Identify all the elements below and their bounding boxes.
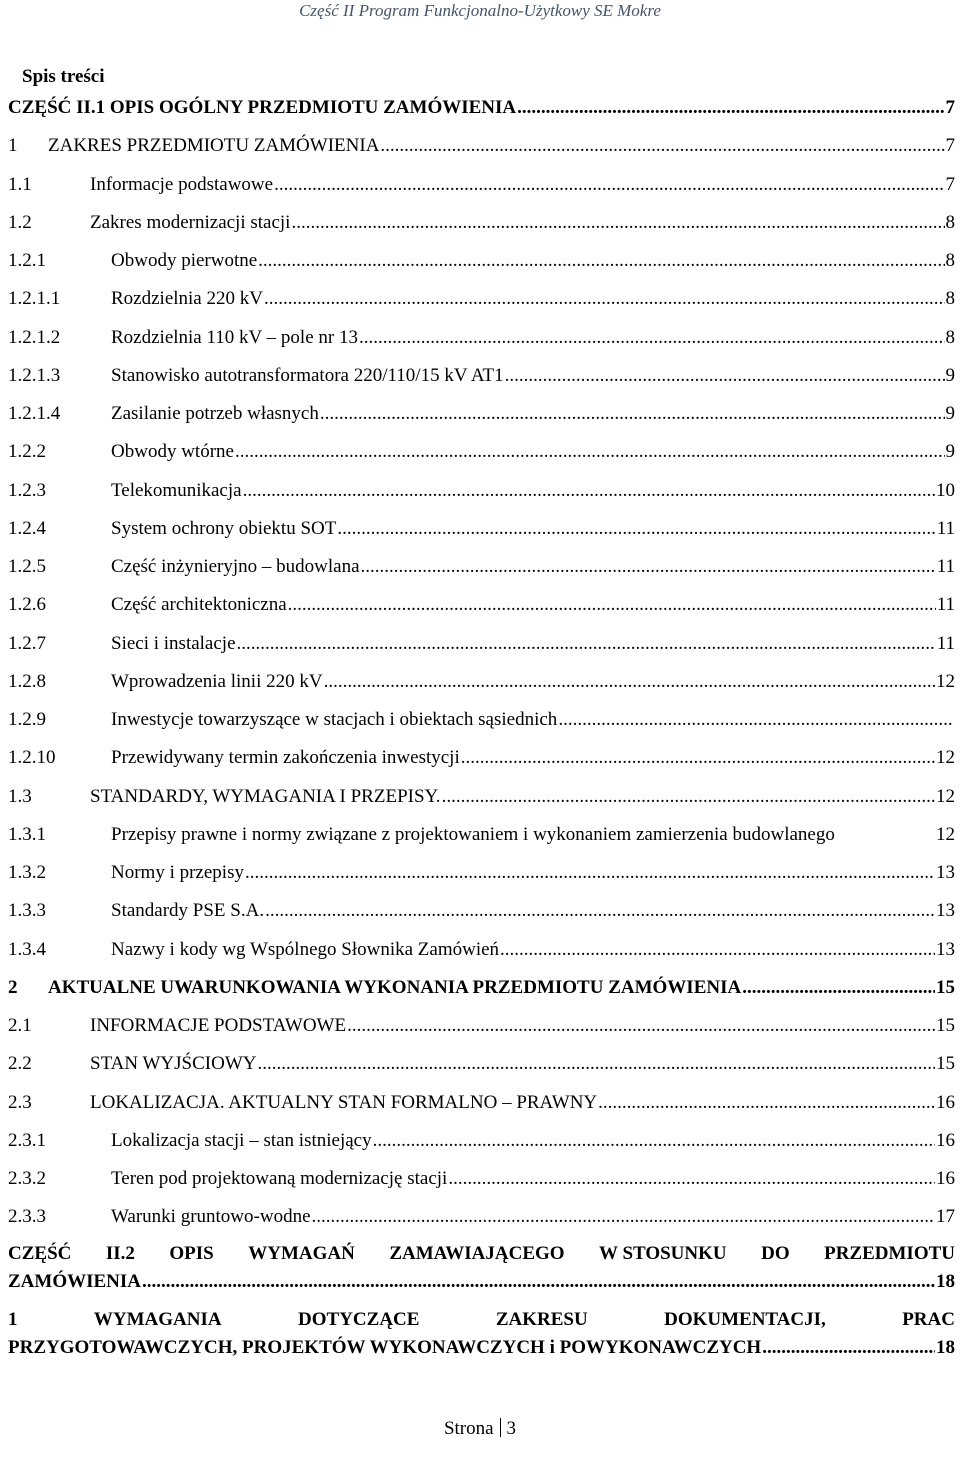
toc-entry-part-2[interactable]: [8, 1240, 955, 1296]
toc-entry-page: 7: [945, 135, 955, 156]
toc-leader-dots: [324, 670, 935, 694]
toc-entry[interactable]: [8, 861, 955, 885]
toc-entry-word: PRZEDMIOTU: [824, 1243, 955, 1264]
toc-entry-text: Część architektoniczna: [111, 594, 287, 615]
toc-entry-requirements[interactable]: [8, 1306, 955, 1362]
toc-leader-dots: [312, 1205, 935, 1229]
toc-leader-dots: [742, 976, 935, 1000]
toc-leader-dots: [361, 555, 936, 579]
toc-entry-number: 2: [8, 977, 18, 998]
toc-entry-line: [8, 1240, 955, 1268]
toc-entry[interactable]: [8, 1052, 955, 1076]
toc-entry[interactable]: [8, 899, 955, 923]
toc-entry-word: II.2: [105, 1243, 135, 1264]
toc-entry[interactable]: [8, 746, 955, 770]
toc-leader-dots: [258, 249, 944, 273]
toc-leader-dots: [245, 861, 935, 885]
toc-leader-dots: [448, 1167, 935, 1191]
toc-leader-dots: [265, 899, 935, 923]
toc-entry[interactable]: [8, 555, 955, 579]
toc-entry-number: 1.2.1: [8, 250, 46, 271]
toc-entry[interactable]: [8, 479, 955, 503]
toc-entry[interactable]: [8, 785, 955, 809]
toc-leader-dots: [461, 746, 935, 770]
toc-entry-number: 1: [8, 135, 18, 156]
toc-entry-number: 1.2.5: [8, 556, 46, 577]
toc-entry-page: 12: [936, 786, 955, 807]
toc-entry-text: Obwody wtórne: [111, 441, 234, 462]
toc-entry-text: Lokalizacja stacji – stan istniejący: [111, 1130, 372, 1151]
toc-leader-dots: [373, 1129, 935, 1153]
toc-entry-page: 8: [945, 288, 955, 309]
toc-leader-dots: [380, 134, 944, 158]
toc-entry-text: Rozdzielnia 110 kV – pole nr 13: [111, 327, 358, 348]
toc-title: Spis treści: [22, 66, 105, 87]
toc-entry-text: INFORMACJE PODSTAWOWE: [90, 1015, 347, 1036]
toc-entry-text: Standardy PSE S.A.: [111, 900, 265, 921]
toc-entry-page: 12: [936, 824, 955, 845]
toc-entry[interactable]: [8, 1129, 955, 1153]
toc-entry-text: LOKALIZACJA. AKTUALNY STAN FORMALNO – PRAWNY: [90, 1092, 598, 1113]
toc-entry[interactable]: [8, 173, 955, 197]
toc-entry-page: 11: [936, 594, 955, 615]
toc-entry-number: 1.3.2: [8, 862, 46, 883]
toc-entry-number: 1.2: [8, 212, 32, 233]
toc-entry[interactable]: [8, 1014, 955, 1038]
toc-entry[interactable]: [8, 134, 955, 158]
toc-entry-text: STAN WYJŚCIOWY: [90, 1053, 257, 1074]
toc-entry-page: 9: [945, 403, 955, 424]
toc-entry[interactable]: [8, 708, 955, 732]
toc-entry-page: 18: [936, 1337, 955, 1358]
toc-entry-number: 2.1: [8, 1015, 32, 1036]
footer-page-number: 3: [506, 1418, 517, 1439]
toc-leader-dots: [274, 173, 944, 197]
toc-leader-dots: [442, 785, 935, 809]
toc-entry-word: DOKUMENTACJI,: [664, 1309, 826, 1330]
toc-entry-word: ZAKRESU: [495, 1309, 588, 1330]
toc-entry-text: Przepisy prawne i normy związane z projektowaniem i wykonaniem zamierzenia budowlanego: [111, 824, 835, 845]
footer-separator: [500, 1418, 501, 1437]
toc-entry-number: 2.3: [8, 1092, 32, 1113]
toc-entry-page: 11: [936, 518, 955, 539]
toc-entry-text: Normy i przepisy: [111, 862, 244, 883]
toc-entry[interactable]: [8, 976, 955, 1000]
toc-entry-number: 2.2: [8, 1053, 32, 1074]
toc-leader-dots: [558, 708, 954, 732]
toc-entry-page: 13: [936, 900, 955, 921]
footer-label: Strona: [443, 1418, 494, 1439]
toc-entry[interactable]: [8, 440, 955, 464]
toc-entry-page: 16: [936, 1092, 955, 1113]
toc-entry[interactable]: [8, 96, 955, 120]
toc-entry-word: ZAMAWIAJĄCEGO: [389, 1243, 565, 1264]
toc-leader-dots: [517, 96, 944, 120]
toc-leader-dots: [320, 402, 945, 426]
toc-entry-page: 15: [936, 1015, 955, 1036]
toc-entry[interactable]: [8, 632, 955, 656]
toc-entry[interactable]: [8, 211, 955, 235]
toc-entry-word: W STOSUNKU: [599, 1243, 727, 1264]
toc-entry-text: Zasilanie potrzeb własnych: [111, 403, 319, 424]
toc-entry-number: 2.3.2: [8, 1168, 46, 1189]
toc-entry[interactable]: [8, 326, 955, 350]
toc-leader-dots: [264, 287, 945, 311]
toc-entry-number: 1.2.1.4: [8, 403, 61, 424]
toc-entry-word: DO: [761, 1243, 790, 1264]
toc-entry-page: 8: [945, 327, 955, 348]
toc-entry-text: Nazwy i kody wg Wspólnego Słownika Zamówień: [111, 939, 500, 960]
toc-entry-text: Wprowadzenia linii 220 kV: [111, 671, 323, 692]
toc-entry[interactable]: [8, 593, 955, 617]
toc-entry-page: 15: [936, 1053, 955, 1074]
toc-entry-number: 1.2.1.2: [8, 327, 61, 348]
toc-entry-number: 1.3.3: [8, 900, 46, 921]
toc-entry-text: Rozdzielnia 220 kV: [111, 288, 263, 309]
toc-entry-word: DOTYCZĄCE: [298, 1309, 420, 1330]
toc-leader-dots: [500, 938, 935, 962]
toc-entry-number: 1.2.2: [8, 441, 46, 462]
toc-entry[interactable]: [8, 249, 955, 273]
toc-entry-number: 1.2.1.3: [8, 365, 61, 386]
toc-entry-number: 2.3.1: [8, 1130, 46, 1151]
toc-entry-line: [8, 1268, 955, 1296]
toc-entry[interactable]: [8, 364, 955, 388]
toc-entry-text: Sieci i instalacje: [111, 633, 236, 654]
toc-entry-text: System ochrony obiektu SOT: [111, 518, 337, 539]
toc-entry-page: 12: [936, 747, 955, 768]
toc-leader-dots: [288, 593, 936, 617]
toc-entry[interactable]: [8, 287, 955, 311]
toc-entry-page: 17: [936, 1206, 955, 1227]
toc-leader-dots: [237, 632, 936, 656]
toc-entry-page: 9: [945, 365, 955, 386]
page-header: Część II Program Funkcjonalno-Użytkowy SE Mokre: [299, 1, 661, 20]
toc-entry-page: 16: [936, 1168, 955, 1189]
toc-entry-number: 2.3.3: [8, 1206, 46, 1227]
toc-leader-dots: [359, 326, 945, 350]
toc-entry-number: 1.1: [8, 174, 32, 195]
toc-entry-text: Część inżynieryjno – budowlana: [111, 556, 360, 577]
toc-entry-page: 11: [936, 633, 955, 654]
toc-entry-number: 1.2.1.1: [8, 288, 61, 309]
toc-entry-line: [8, 1306, 955, 1334]
toc-entry-text: Warunki gruntowo-wodne: [111, 1206, 311, 1227]
toc-entry-number: 1.3.1: [8, 824, 46, 845]
toc-entry-word: 1: [8, 1309, 18, 1330]
toc-entry-text: STANDARDY, WYMAGANIA I PRZEPISY.: [90, 786, 441, 807]
toc-entry-number: 1.2.3: [8, 480, 46, 501]
toc-entry-number: 1.2.8: [8, 671, 46, 692]
toc-entry-page: 12: [936, 671, 955, 692]
toc-entry-page: 18: [936, 1271, 955, 1292]
toc-entry-page: 11: [936, 556, 955, 577]
toc-entry-text: ZAKRES PRZEDMIOTU ZAMÓWIENIA: [48, 135, 380, 156]
toc-leader-dots: [347, 1014, 935, 1038]
toc-entry-text: Obwody pierwotne: [111, 250, 258, 271]
toc-entry-page: 15: [936, 977, 955, 998]
page-footer: [0, 1418, 960, 1440]
toc-entry-word: PRAC: [902, 1309, 955, 1330]
toc-entry-word: WYMAGANIA: [93, 1309, 222, 1330]
toc-entry-number: CZĘŚĆ II.1 OPIS OGÓLNY PRZEDMIOTU ZAMÓWIENIA: [8, 97, 517, 118]
toc-leader-dots: [337, 517, 935, 541]
toc-leader-dots: [142, 1268, 935, 1296]
toc-entry-text: Telekomunikacja: [111, 480, 242, 501]
toc-entry-number: 1.3: [8, 786, 32, 807]
toc-entry-text: Zakres modernizacji stacji: [90, 212, 291, 233]
toc-entry-line: [8, 1334, 955, 1362]
toc-entry[interactable]: [8, 517, 955, 541]
toc-leader-dots: [762, 1334, 935, 1362]
toc-leader-dots: [258, 1052, 936, 1076]
toc-entry-number: 1.2.9: [8, 709, 46, 730]
toc-entry-text: ZAMÓWIENIA: [8, 1271, 142, 1292]
toc-entry-page: 8: [945, 212, 955, 233]
toc-entry-page: 10: [936, 480, 955, 501]
toc-entry-text: Przewidywany termin zakończenia inwestycji: [111, 747, 460, 768]
toc-entry-page: 8: [945, 250, 955, 271]
toc-entry-word: CZĘŚĆ: [8, 1243, 72, 1264]
toc-entry-page: 13: [936, 939, 955, 960]
toc-entry[interactable]: [8, 823, 955, 847]
toc-entry-text: Informacje podstawowe: [90, 174, 274, 195]
toc-entry-text: Stanowisko autotransformatora 220/110/15 kV AT1: [111, 365, 504, 386]
toc-entry-page: 13: [936, 862, 955, 883]
toc-entry-page: 7: [945, 174, 955, 195]
toc-entry[interactable]: [8, 670, 955, 694]
toc-entry-text: AKTUALNE UWARUNKOWANIA WYKONANIA PRZEDMIOTU ZAMÓWIENIA: [48, 977, 742, 998]
toc-entry-text: Inwestycje towarzyszące w stacjach i obiektach sąsiednich: [111, 709, 558, 730]
toc-entry[interactable]: [8, 1091, 955, 1115]
toc-entry-word: WYMAGAŃ: [248, 1243, 355, 1264]
toc-entry-number: 1.2.6: [8, 594, 46, 615]
toc-entry[interactable]: [8, 402, 955, 426]
toc-entry-text: Teren pod projektowaną modernizację stacji: [111, 1168, 448, 1189]
toc-entry[interactable]: [8, 1205, 955, 1229]
toc-entry-word: OPIS: [169, 1243, 214, 1264]
toc-entry-number: 1.2.4: [8, 518, 46, 539]
toc-entry-text: PRZYGOTOWAWCZYCH, PROJEKTÓW WYKONAWCZYCH i POWYKONAWCZYCH: [8, 1337, 762, 1358]
toc-entry[interactable]: [8, 1167, 955, 1191]
toc-leader-dots: [505, 364, 945, 388]
toc-entry-page: 9: [945, 441, 955, 462]
toc-leader-dots: [235, 440, 945, 464]
toc-entry[interactable]: [8, 938, 955, 962]
toc-entry-number: 1.2.10: [8, 747, 56, 768]
toc-entry-number: 1.3.4: [8, 939, 46, 960]
toc-entry-page: 7: [945, 97, 955, 118]
toc-leader-dots: [598, 1091, 935, 1115]
toc-entry-number: 1.2.7: [8, 633, 46, 654]
toc-leader-dots: [243, 479, 935, 503]
toc-leader-dots: [291, 211, 944, 235]
toc-entry-page: 16: [936, 1130, 955, 1151]
